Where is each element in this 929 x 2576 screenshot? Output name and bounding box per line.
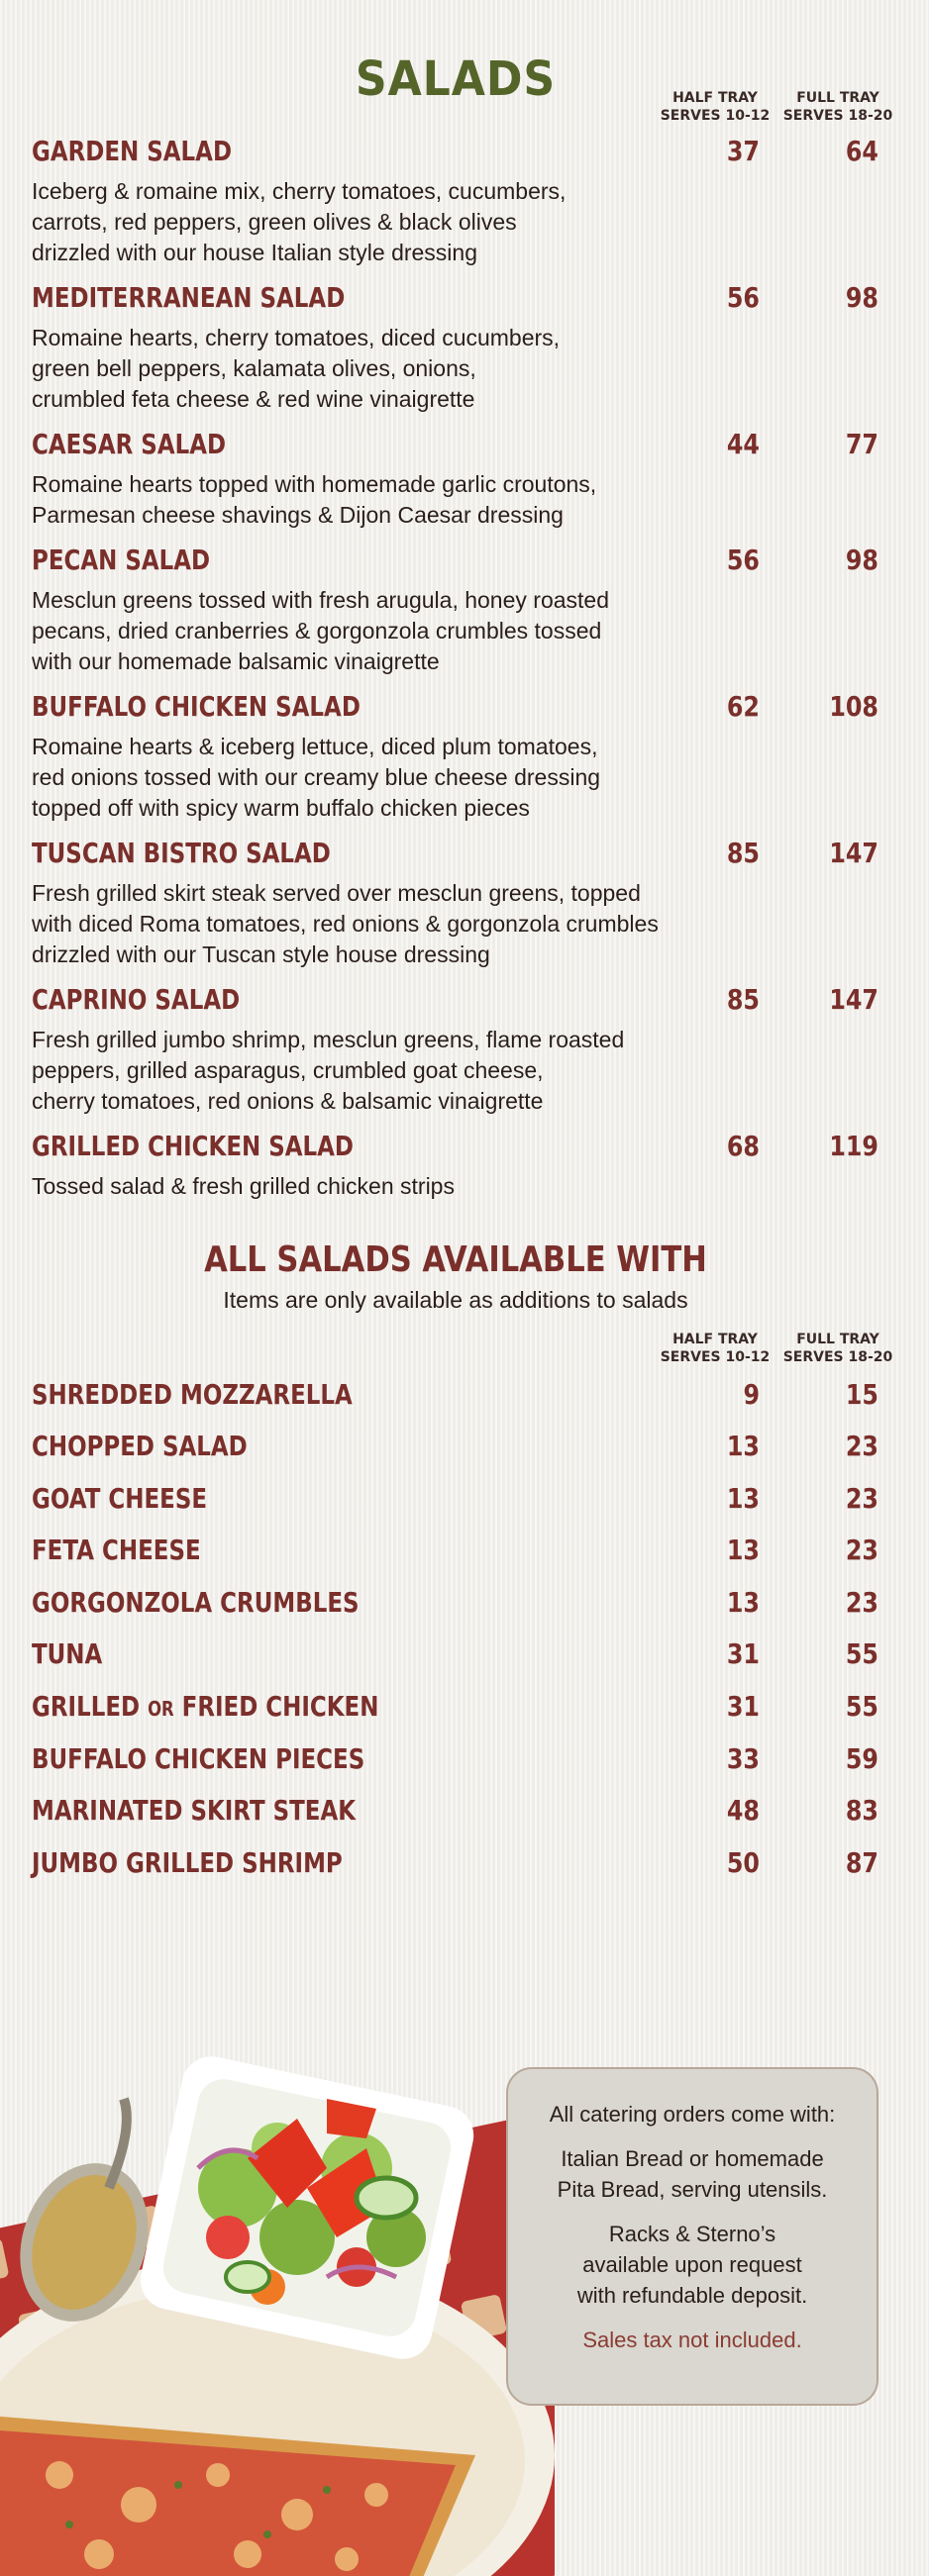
full-tray-header: FULL TRAY SERVES 18-20 [782, 1332, 893, 1365]
item-description: Romaine hearts topped with homemade garlic croutons, Parmesan cheese shavings & Dijon Caesar dressing [32, 471, 597, 528]
addition-name: JUMBO GRILLED SHRIMP [32, 1846, 343, 1879]
half-price: 13 [726, 1534, 760, 1566]
half-price: 31 [726, 1690, 760, 1723]
full-price: 147 [829, 983, 878, 1016]
addition-name: MARINATED SKIRT STEAK [32, 1794, 357, 1827]
item-name: GRILLED CHICKEN SALAD [32, 1130, 354, 1162]
full-price: 23 [845, 1482, 878, 1515]
item-description: Iceberg & romaine mix, cherry tomatoes, cucumbers, carrots, red peppers, green olives & black olives drizzled with our house Italian style dressing [32, 178, 567, 265]
sales-tax-note: Sales tax not included. [582, 2328, 802, 2352]
full-price: 87 [845, 1846, 878, 1879]
item-description: Romaine hearts, cherry tomatoes, diced cucumbers, green bell peppers, kalamata olives, onions, crumbled feta cheese & red wine vinaigrette [32, 325, 561, 412]
full-price: 23 [845, 1586, 878, 1619]
full-price: 98 [845, 281, 878, 314]
page-title: SALADS [355, 51, 557, 107]
item-name: TUSCAN BISTRO SALAD [32, 837, 331, 869]
full-price: 59 [845, 1742, 878, 1775]
item-name: CAESAR SALAD [32, 428, 227, 460]
full-price: 23 [845, 1534, 878, 1566]
half-price: 13 [726, 1430, 760, 1462]
item-description: Fresh grilled skirt steak served over mesclun greens, topped with diced Roma tomatoes, red onions & gorgonzola crumbles drizzled with our Tuscan style house dressing [32, 880, 659, 967]
half-price: 9 [743, 1378, 760, 1411]
full-price: 98 [845, 544, 878, 576]
addition-name: FETA CHEESE [32, 1534, 201, 1566]
info-line: available upon request [582, 2252, 802, 2277]
full-price: 77 [845, 428, 878, 460]
full-price: 15 [845, 1378, 878, 1411]
info-line: All catering orders come with: [549, 2102, 836, 2127]
half-price: 33 [726, 1742, 760, 1775]
half-price: 48 [726, 1794, 760, 1827]
half-price: 56 [726, 544, 760, 576]
item-description: Mesclun greens tossed with fresh arugula, honey roasted pecans, dried cranberries & gorgonzola crumbles tossed with our homemade balsamic vinaigrette [32, 587, 609, 674]
info-line: with refundable deposit. [576, 2283, 808, 2308]
full-price: 23 [845, 1430, 878, 1462]
item-name: BUFFALO CHICKEN SALAD [32, 690, 361, 723]
half-price: 37 [726, 135, 760, 167]
item-description: Tossed salad & fresh grilled chicken strips [32, 1173, 455, 1199]
addition-name: CHOPPED SALAD [32, 1430, 248, 1462]
half-price: 68 [726, 1130, 760, 1162]
info-line: Italian Bread or homemade [561, 2146, 824, 2171]
half-price: 85 [726, 837, 760, 869]
additions-subtitle: Items are only available as additions to salads [223, 1287, 688, 1313]
info-line: Pita Bread, serving utensils. [557, 2177, 828, 2202]
full-price: 55 [845, 1637, 878, 1670]
item-name: PECAN SALAD [32, 544, 211, 576]
half-tray-header: HALF TRAY SERVES 10-12 [660, 90, 771, 124]
half-price: 31 [726, 1637, 760, 1670]
half-price: 85 [726, 983, 760, 1016]
full-tray-header: FULL TRAY SERVES 18-20 [782, 90, 893, 124]
addition-name: GOAT CHEESE [32, 1482, 208, 1515]
item-name: CAPRINO SALAD [32, 983, 241, 1016]
additions-title: ALL SALADS AVAILABLE WITH [204, 1239, 707, 1280]
item-name: MEDITERRANEAN SALAD [32, 281, 346, 314]
salad-and-pizza-photo [0, 2039, 555, 2576]
half-tray-header: HALF TRAY SERVES 10-12 [660, 1332, 771, 1365]
item-description: Romaine hearts & iceberg lettuce, diced plum tomatoes, red onions tossed with our creamy blue cheese dressing topped off with spicy warm buffalo chicken pieces [32, 734, 601, 821]
addition-name: GORGONZOLA CRUMBLES [32, 1586, 360, 1619]
half-price: 62 [726, 690, 760, 723]
half-price: 50 [726, 1846, 760, 1879]
half-price: 13 [726, 1586, 760, 1619]
item-name: GARDEN SALAD [32, 135, 233, 167]
item-description: Fresh grilled jumbo shrimp, mesclun greens, flame roasted peppers, grilled asparagus, crumbled goat cheese, cherry tomatoes, red onions & balsamic vinaigrette [32, 1027, 625, 1114]
full-price: 108 [829, 690, 878, 723]
full-price: 64 [845, 135, 878, 167]
half-price: 13 [726, 1482, 760, 1515]
half-price: 56 [726, 281, 760, 314]
addition-name: SHREDDED MOZZARELLA [32, 1378, 353, 1411]
catering-info-box [506, 2067, 878, 2406]
addition-name: TUNA [32, 1637, 103, 1670]
full-price: 83 [845, 1794, 878, 1827]
full-price: 147 [829, 837, 878, 869]
full-price: 55 [845, 1690, 878, 1723]
info-line: Racks & Sterno’s [608, 2222, 776, 2246]
addition-name: GRILLED OR FRIED CHICKEN [32, 1690, 379, 1723]
half-price: 44 [726, 428, 760, 460]
full-price: 119 [829, 1130, 878, 1162]
addition-name: BUFFALO CHICKEN PIECES [32, 1742, 365, 1775]
